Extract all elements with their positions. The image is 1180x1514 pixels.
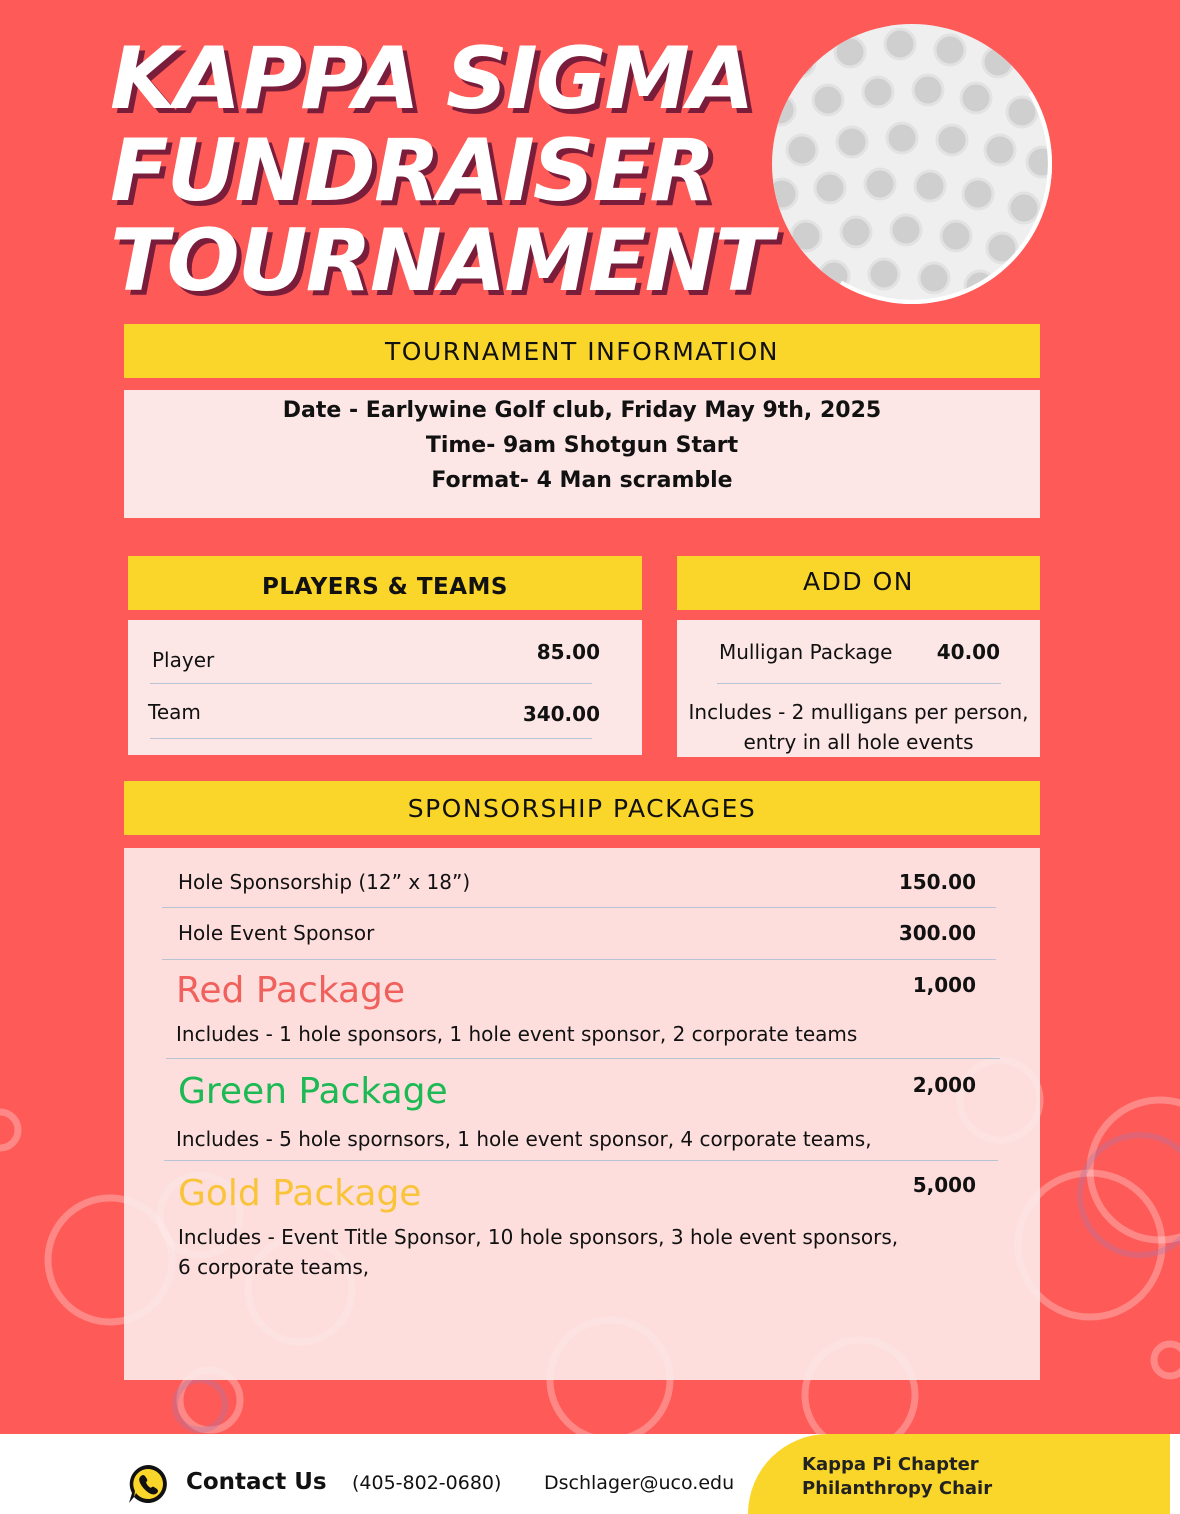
player-price: 85.00 xyxy=(536,640,600,664)
divider xyxy=(150,738,592,739)
team-price: 340.00 xyxy=(522,702,600,726)
players-teams-header: PLAYERS & TEAMS xyxy=(128,556,642,610)
sponsorship-header: SPONSORSHIP PACKAGES xyxy=(124,781,1040,835)
tournament-info-panel xyxy=(124,390,1040,518)
team-label: Team xyxy=(148,700,201,724)
tournament-info-header: TOURNAMENT INFORMATION xyxy=(124,324,1040,378)
mulligan-label: Mulligan Package xyxy=(719,640,893,664)
sponsorship-panel xyxy=(124,848,1040,1380)
hole-sponsorship-price: 150.00 xyxy=(898,870,976,894)
green-package-title: Green Package xyxy=(178,1071,448,1112)
title-line-3: TOURNAMENT xyxy=(110,211,772,311)
gold-package-title: Gold Package xyxy=(178,1173,422,1214)
divider xyxy=(162,959,996,960)
green-package-includes: Includes - 5 hole spornsors, 1 hole event sponsor, 4 corporate teams, xyxy=(176,1127,872,1151)
chapter-badge xyxy=(748,1434,1170,1514)
hole-sponsorship-label: Hole Sponsorship (12” x 18”) xyxy=(178,870,471,894)
add-on-includes-line-2: entry in all hole events xyxy=(743,730,974,754)
tournament-date: Date - Earlywine Golf club, Friday May 9th, 2025 xyxy=(282,398,882,423)
phone-number[interactable]: (405-802-0680) xyxy=(352,1472,502,1494)
chapter-line-1: Kappa Pi Chapter xyxy=(802,1454,979,1475)
red-package-title: Red Package xyxy=(176,970,406,1011)
divider xyxy=(150,683,592,684)
title-line-1: KAPPA SIGMA xyxy=(110,29,753,129)
green-package-price: 2,000 xyxy=(912,1073,976,1097)
add-on-includes-line-1: Includes - 2 mulligans per person, xyxy=(688,700,1029,724)
red-package-price: 1,000 xyxy=(912,973,976,997)
title-line-2: FUNDRAISER xyxy=(110,121,714,221)
hole-event-label: Hole Event Sponsor xyxy=(178,921,375,945)
chapter-line-2: Philanthropy Chair xyxy=(802,1478,993,1499)
chat-phone-icon xyxy=(126,1462,170,1506)
mulligan-price: 40.00 xyxy=(936,640,1000,664)
hole-event-price: 300.00 xyxy=(898,921,976,945)
add-on-header: ADD ON xyxy=(677,556,1040,610)
divider xyxy=(717,683,1001,684)
golf-ball-icon xyxy=(770,22,1054,306)
tournament-time: Time- 9am Shotgun Start xyxy=(425,433,739,458)
tournament-format: Format- 4 Man scramble xyxy=(431,468,733,493)
divider xyxy=(166,1058,1000,1059)
player-label: Player xyxy=(152,648,215,672)
divider xyxy=(162,907,996,908)
email-address[interactable]: Dschlager@uco.edu xyxy=(544,1472,735,1494)
add-on-panel xyxy=(677,620,1040,757)
gold-package-price: 5,000 xyxy=(912,1173,976,1197)
contact-us-label: Contact Us xyxy=(186,1469,327,1495)
divider xyxy=(164,1160,998,1161)
red-package-includes: Includes - 1 hole sponsors, 1 hole event sponsor, 2 corporate teams xyxy=(176,1022,858,1046)
gold-package-includes-line-1: Includes - Event Title Sponsor, 10 hole sponsors, 3 hole event sponsors, xyxy=(178,1225,899,1249)
players-teams-panel xyxy=(128,620,642,755)
gold-package-includes-line-2: 6 corporate teams, xyxy=(178,1255,370,1279)
